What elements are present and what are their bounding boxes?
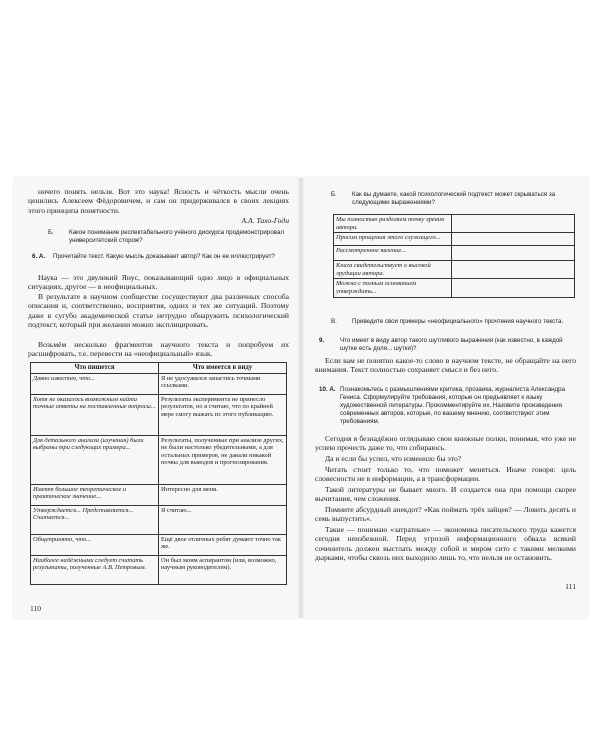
- table-row: [31, 484, 287, 505]
- table-row: [31, 534, 287, 555]
- author-signature: А.А. Тахо-Годи: [241, 216, 289, 225]
- table-row: [31, 555, 287, 584]
- table-cell-empty: [452, 233, 575, 246]
- question-label: Б.: [331, 191, 337, 198]
- table-row: [31, 435, 287, 484]
- question-9: [319, 337, 576, 353]
- question-text: Какое понимание респектабельного учёного дискурса продемонстрировал университетский сторож?: [69, 229, 285, 244]
- table-row: [31, 373, 287, 394]
- question-text: Как вы думаете, какой психологический подтекст может скрываться за следующими выражениями?: [352, 191, 556, 206]
- page-number: 110: [30, 604, 42, 613]
- question-b: [331, 191, 576, 207]
- table-cell: Интересно для меня.: [159, 484, 287, 505]
- page-number: 111: [565, 582, 576, 591]
- table-header-row: [31, 363, 287, 374]
- paragraph: Если вам не понятно какое-то слово в научном тексте, не обращайте на него внимания. Текст полностью сохраняет смысл и без него.: [315, 356, 576, 375]
- table-cell: Давно известно, что...: [31, 373, 159, 394]
- table-cell-empty: [452, 246, 575, 261]
- question-label: 10. А.: [319, 386, 336, 393]
- table-cell: Я считаю...: [159, 505, 287, 534]
- paragraph: ничего понять нельзя. Вот это наука! Ясность и чёткость мысли очень ценились Алексеем Фёдоровичем, и сам он придерживался в своих лекциях этого принципа понятности.: [28, 187, 289, 215]
- table-cell: Утверждается... Представляется... Считается...: [31, 505, 159, 534]
- table-cell: Хотя не оказалось возможным найти точные ответы на поставленные вопросы...: [31, 394, 159, 435]
- paragraph: Читать стоит только то, что поможет меняться. Иначе говоря: цель словесности не в информации, а в трансформации.: [315, 465, 576, 484]
- table-cell: Можно с полным основанием утверждать...: [334, 279, 452, 297]
- question-text: Прочитайте текст. Какую мысль доказывает автор? Как он ее иллюстрирует?: [53, 253, 275, 260]
- table-cell: Общепринято, что...: [31, 534, 159, 555]
- question-label: 6. А.: [32, 253, 46, 260]
- question-v: [331, 318, 576, 326]
- table-row: [334, 233, 575, 246]
- table-cell: Имеют большое теоретическое и практическое значение...: [31, 484, 159, 505]
- table-row: [334, 261, 575, 279]
- table-cell: Я не удосужился запастись точными ссылками.: [159, 373, 287, 394]
- paragraph: Сегодня я безнадёжно оглядываю свои книжные полки, понимая, что уже не успею прочесть даже то, что собираюсь.: [315, 434, 576, 453]
- paragraph: Наука — это двуликий Янус, показывающий одно лицо в официальных ситуациях, другое — в неофициальных.: [28, 273, 289, 292]
- table-row: [31, 394, 287, 435]
- right-page: [301, 178, 588, 618]
- question-label: 9.: [319, 337, 325, 344]
- translation-table: [30, 362, 287, 585]
- table-cell: Он был моим аспирантом (или, возможно, научным руководителем).: [159, 555, 287, 584]
- paragraph: Помните абсурдный анекдот? «Как поймать трёх зайцев? — Ловить десять и семь выпустить».: [315, 505, 576, 524]
- question-text: Что имеет в виду автор такого шутливого выражения (как известно, в каждой шутке есть доля... шутки)?: [340, 337, 563, 352]
- column-header: Что имеется в виду: [159, 363, 287, 374]
- table-row: [334, 215, 575, 233]
- table-cell-empty: [452, 279, 575, 297]
- table-cell: Мы полностью разделяем точку зрения автора.: [334, 215, 452, 233]
- left-page: [14, 178, 301, 618]
- paragraph: Возьмём несколько фрагментов научного текста и попробуем их расшифровать, т.е. перевести на «неофициальный» язык.: [28, 340, 289, 359]
- paragraph: Такие — понимаю «затратные» — экономика писательского труда кажется сегодня неизбежной. Перед угрозой информационного обвала всякий сочинитель должен выстлать между собой и миром сито с такими мелкими дырками, чтобы сквозь них выходило лишь то, что нельзя не остановить.: [315, 525, 576, 562]
- table-cell: Результаты эксперимента не принесло результатов, но я считаю, что по крайней мере смогу выжать из этого публикацию.: [159, 394, 287, 435]
- question-label: В.: [331, 318, 337, 325]
- table-cell: Для детального анализа (изучения) были выбраны три следующих примера...: [31, 435, 159, 484]
- paragraph: Да и если бы успел, что изменило бы это?: [325, 454, 462, 463]
- table-cell: Книга свидетельствует о высокой эрудиции автора.: [334, 261, 452, 279]
- phrase-table: [333, 214, 575, 298]
- table-row: [334, 246, 575, 261]
- table-cell: Просим прощения этого служащего...: [334, 233, 452, 246]
- question-b: [48, 229, 289, 245]
- table-cell: Рассмотренное явление...: [334, 246, 452, 261]
- column-header: Что пишется: [31, 363, 159, 374]
- table-cell-empty: [452, 215, 575, 233]
- book-spread: [14, 178, 588, 618]
- table-row: [31, 505, 287, 534]
- table-cell: Наиболее надёжными следует считать результаты, полученные А.В. Петровым.: [31, 555, 159, 584]
- paragraph: В результате в научном сообществе сосуществуют два различных способа описания и, соответственно, восприятия, одних и тех же ситуаций. Поэтому даже в сугубо академической статье нетрудно обнаружить психологический подтекст, который при желании можно эксплицировать.: [28, 292, 289, 329]
- table-cell: Ещё двое отличных ребят думают точно так же.: [159, 534, 287, 555]
- question-6a: [32, 253, 289, 261]
- table-cell: Результаты, полученные при анализе других, не были настолько убедительными, а для остальных примеров, не давали никакой почвы для выводов и прогнозирования.: [159, 435, 287, 484]
- question-text: Познакомьтесь с размышлениями критика, прозаика, журналиста Александра Гениса. Сформулируйте требования, которые он предъявляет к языку художественной литературы. Прокомментируйте их. Назовите произведения современных авторов, которые, по вашему мнению, соответствуют этим требованиям.: [340, 386, 566, 425]
- paragraph: Такой литературы не бывает много. И создается она при помощи скорее вычитания, чем сложения.: [315, 485, 576, 504]
- question-label: Б.: [48, 229, 54, 236]
- question-10a: [319, 386, 576, 426]
- table-row: [334, 279, 575, 297]
- question-text: Приведите свои примеры «неофициального» прочтения научного текста.: [352, 318, 564, 325]
- table-cell-empty: [452, 261, 575, 279]
